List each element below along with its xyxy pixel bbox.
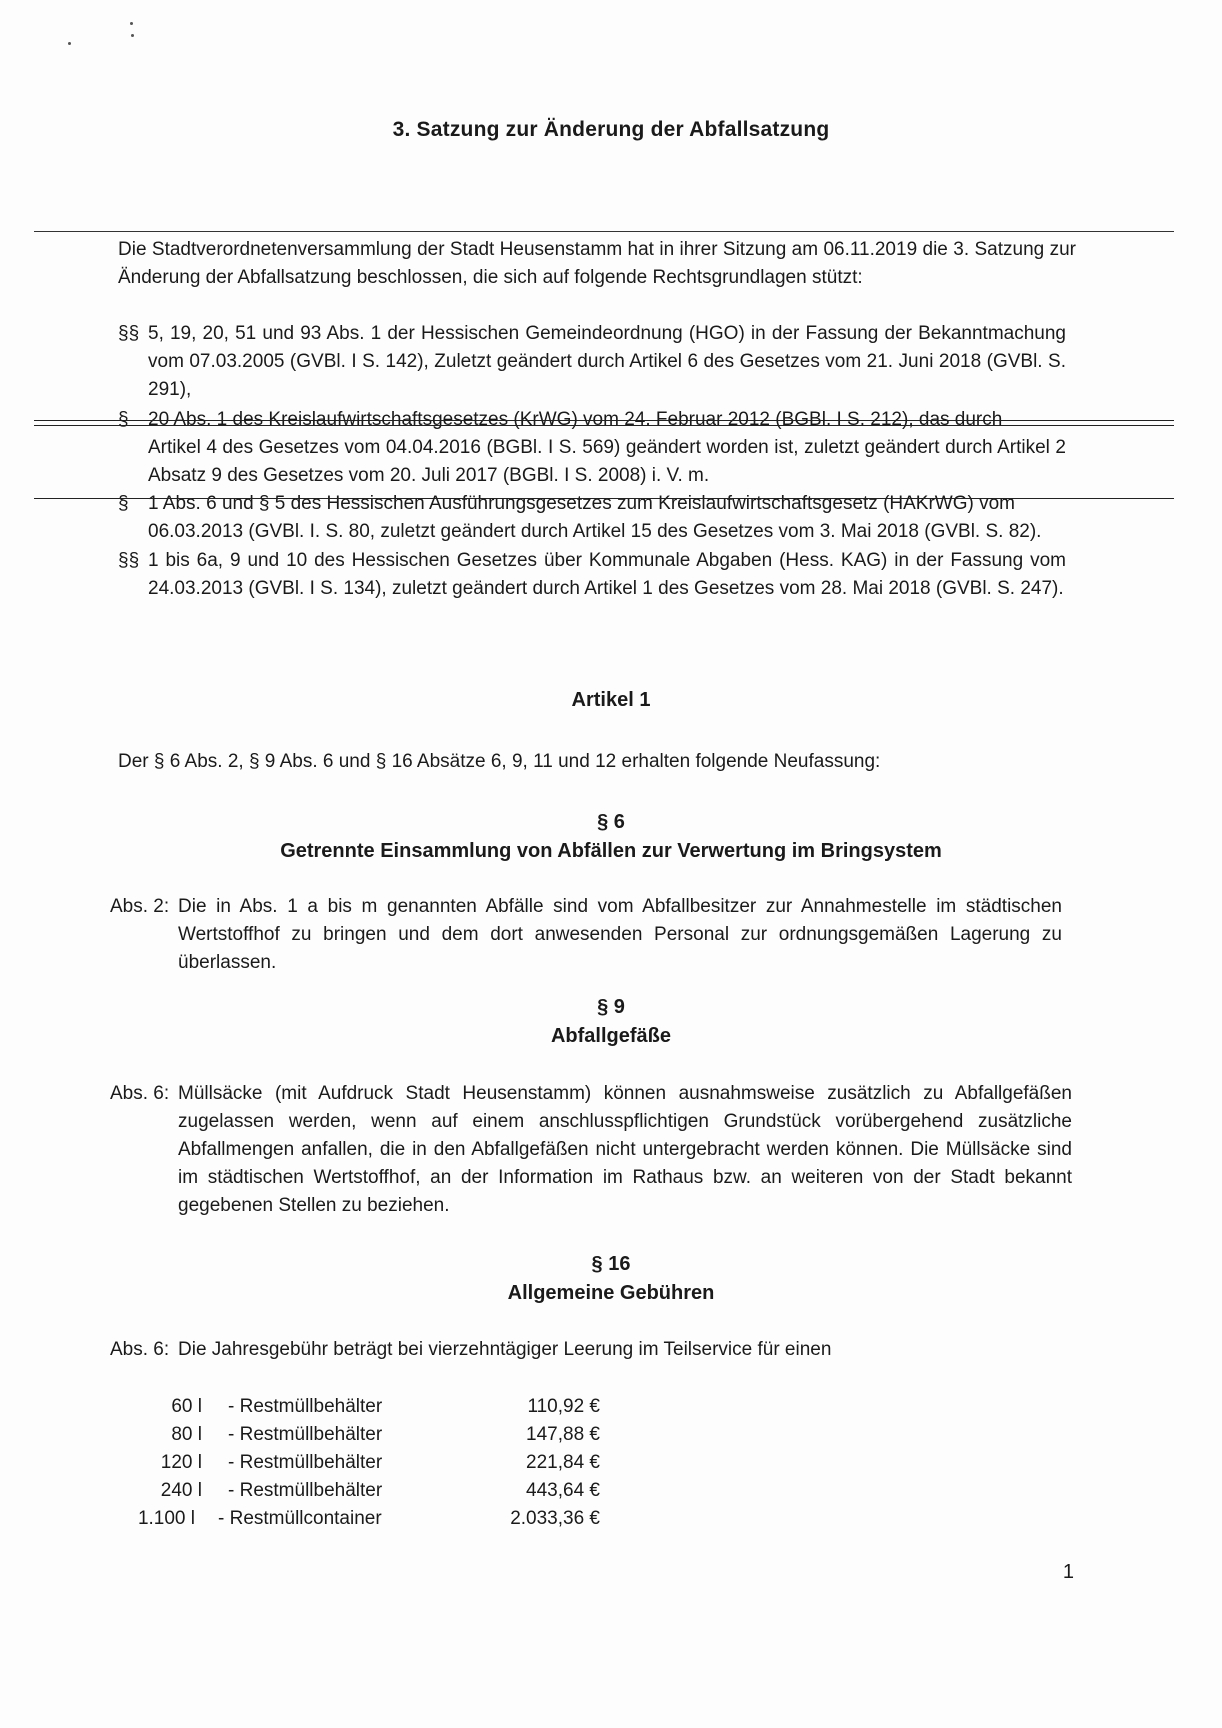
section-number: § 9 xyxy=(597,996,625,1018)
fee-container: - Restmüllbehälter xyxy=(228,1396,383,1417)
clause-text: Die in Abs. 1 a bis m genannten Abfälle sind vom Abfallbesitzer zur Annahmestelle im städtischen Wertstoffhof zu bringen und dem dort anwesenden Personal zur ordnungsgemäßen Lagerung zu überlassen. xyxy=(178,896,1062,973)
scan-artifact xyxy=(131,34,134,37)
fee-amount: 110,92 € xyxy=(527,1396,600,1417)
fee-volume: 1.100 l xyxy=(137,1508,195,1529)
clause-text: Müllsäcke (mit Aufdruck Stadt Heusenstamm) können ausnahmsweise zusätzlich zu Abfallgefäßen zugelassen werden, wenn auf einem anschlusspflichtigen Grundstück vorübergehend zusätzliche Abfallmengen anfallen, die in den Abfallgefäßen nicht untergebracht werden können. Die Müllsäcke sind im städtischen Wertstoffhof, an der Information im Rathaus bzw. an weiteren von der Stadt bekannt gegebenen Stellen zu beziehen. xyxy=(178,1083,1072,1216)
section-title: Allgemeine Gebühren xyxy=(507,1282,715,1304)
fee-volume: 240 l xyxy=(160,1480,202,1501)
document-title: 3. Satzung zur Änderung der Abfallsatzung xyxy=(392,118,830,141)
page-number: 1 xyxy=(1062,1561,1074,1583)
section-number: § 6 xyxy=(597,811,625,833)
article-intro: Der § 6 Abs. 2, § 9 Abs. 6 und § 16 Absätze 6, 9, 11 und 12 erhalten folgende Neufassung: xyxy=(118,751,881,772)
legal-basis-marker: § xyxy=(118,493,129,514)
legal-basis-marker: §§ xyxy=(118,550,140,571)
separator-line xyxy=(34,231,1174,232)
legal-basis-item: 06.03.2013 (GVBl. I. S. 80, zuletzt geändert durch Artikel 15 des Gesetzes vom 3. Mai 2018 (GVBl. S. 82). xyxy=(148,521,1042,542)
fee-container: - Restmüllbehälter xyxy=(228,1424,383,1445)
fee-amount: 443,64 € xyxy=(526,1480,600,1501)
legal-basis-item-struck: 1 Abs. 6 und § 5 des Hessischen Ausführungsgesetzes zum Kreislaufwirtschaftsgesetz (HAKrWG) vom xyxy=(148,493,1015,514)
strikethrough-line xyxy=(34,498,1174,499)
scan-artifact xyxy=(130,22,133,25)
legal-basis-item: 1 bis 6a, 9 und 10 des Hessischen Gesetzes über Kommunale Abgaben (Hess. KAG) in der Fassung vom 24.03.2013 (GVBl. I S. 134), zuletzt geändert durch Artikel 1 des Gesetzes vom 28. Mai 2018 (GVBl. S. 247). xyxy=(148,550,1066,599)
strikethrough-line xyxy=(34,420,1174,421)
fee-container: - Restmüllbehälter xyxy=(228,1452,383,1473)
section-title: Abfallgefäße xyxy=(550,1025,672,1047)
fee-container: - Restmüllcontainer xyxy=(218,1508,382,1529)
legal-basis-marker: §§ xyxy=(118,323,140,344)
section-number: § 16 xyxy=(591,1253,631,1275)
intro-paragraph: Die Stadtverordnetenversammlung der Stadt Heusenstamm hat in ihrer Sitzung am 06.11.2019 die 3. Satzung zur Änderung der Abfallsatzung beschlossen, die sich auf folgende Rechtsgrundlagen stützt: xyxy=(118,239,1076,288)
clause-label: Abs. 6: xyxy=(110,1339,170,1360)
legal-basis-marker: § xyxy=(118,409,129,430)
fee-volume: 80 l xyxy=(171,1424,202,1445)
clause-text: Die Jahresgebühr beträgt bei vierzehntägiger Leerung im Teilservice für einen xyxy=(178,1339,832,1360)
fee-amount: 221,84 € xyxy=(526,1452,600,1473)
fee-amount: 147,88 € xyxy=(526,1424,600,1445)
fee-container: - Restmüllbehälter xyxy=(228,1480,383,1501)
fee-amount: 2.033,36 € xyxy=(510,1508,600,1529)
strikethrough-line xyxy=(34,425,1174,426)
scan-artifact xyxy=(68,42,71,45)
legal-basis-item: Artikel 4 des Gesetzes vom 04.04.2016 (BGBl. I S. 569) geändert worden ist, zuletzt geändert durch Artikel 2 Absatz 9 des Gesetzes vom 20. Juli 2017 (BGBl. I S. 2008) i. V. m. xyxy=(148,437,1066,486)
section-title: Getrennte Einsammlung von Abfällen zur Verwertung im Bringsystem xyxy=(280,840,942,862)
clause-label: Abs. 6: xyxy=(110,1083,170,1104)
article-heading: Artikel 1 xyxy=(571,689,651,711)
fee-volume: 60 l xyxy=(171,1396,202,1417)
fee-volume: 120 l xyxy=(160,1452,202,1473)
clause-label: Abs. 2: xyxy=(110,896,170,917)
legal-basis-item-struck: 20 Abs. 1 des Kreislaufwirtschaftsgesetzes (KrWG) vom 24. Februar 2012 (BGBl. I S. 212), das durch xyxy=(148,409,1003,430)
legal-basis-item: 5, 19, 20, 51 und 93 Abs. 1 der Hessischen Gemeindeordnung (HGO) in der Fassung der Bekanntmachung vom 07.03.2005 (GVBl. I S. 142), Zuletzt geändert durch Artikel 6 des Gesetzes vom 21. Juni 2018 (GVBl. S. 291), xyxy=(148,323,1066,400)
